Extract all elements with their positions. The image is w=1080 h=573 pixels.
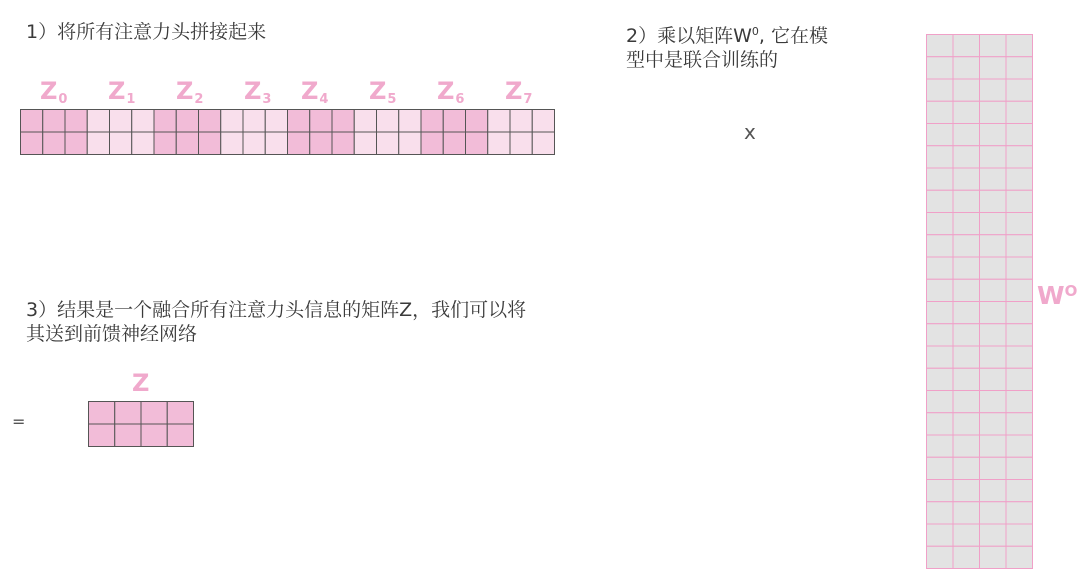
weight-cell [927, 546, 954, 568]
weight-cell [980, 257, 1007, 279]
weight-cell [1006, 213, 1033, 235]
concat-cell [21, 110, 43, 133]
weight-cell [953, 368, 980, 390]
weight-cell [953, 79, 980, 101]
weight-cell [980, 435, 1007, 457]
head-sub: 7 [523, 92, 533, 107]
weight-cell [927, 524, 954, 546]
concat-cell [332, 132, 354, 155]
weight-cell [1006, 346, 1033, 368]
concat-cell [532, 132, 554, 155]
equals-sign: = [12, 412, 26, 431]
weight-cell [953, 457, 980, 479]
weight-cell [927, 35, 954, 57]
weight-cell [953, 524, 980, 546]
weight-cell [927, 480, 954, 502]
concat-cell [243, 110, 265, 133]
weight-cell [1006, 279, 1033, 301]
concat-cell [43, 132, 65, 155]
weight-cell [953, 435, 980, 457]
weight-cell [980, 457, 1007, 479]
concat-cell [132, 132, 154, 155]
weight-cell [1006, 413, 1033, 435]
concat-cell [288, 132, 310, 155]
concat-cell [399, 132, 421, 155]
weight-cell [927, 302, 954, 324]
weight-cell [953, 57, 980, 79]
concat-cell [199, 132, 221, 155]
concat-cell [176, 110, 198, 133]
head-sub: 1 [126, 92, 136, 107]
weight-cell [1006, 368, 1033, 390]
concat-cell [488, 132, 510, 155]
weight-cell [953, 391, 980, 413]
weight-cell [980, 57, 1007, 79]
weight-cell [927, 502, 954, 524]
weight-cell [927, 257, 954, 279]
weight-cell [1006, 324, 1033, 346]
weight-cell [927, 235, 954, 257]
head-sub: 5 [387, 92, 397, 107]
head-sub: 0 [58, 92, 68, 107]
weight-cell [953, 257, 980, 279]
head-letter: Z [437, 77, 455, 105]
concat-cell [466, 110, 488, 133]
head-letter: Z [369, 77, 387, 105]
weight-cell [927, 279, 954, 301]
weight-cell [953, 146, 980, 168]
weight-cell [953, 324, 980, 346]
head-letter: Z [244, 77, 262, 105]
weight-cell [980, 279, 1007, 301]
step2-line1-a: 2）乘以矩阵W [626, 25, 752, 47]
weight-cell [927, 168, 954, 190]
weight-cell [953, 235, 980, 257]
weight-cell [1006, 101, 1033, 123]
concat-cell [154, 110, 176, 133]
result-matrix-label: Z [132, 369, 150, 397]
weight-cell [980, 190, 1007, 212]
concat-cell [265, 110, 287, 133]
weight-cell [953, 302, 980, 324]
weight-cell [1006, 190, 1033, 212]
concat-cell [466, 132, 488, 155]
concat-cell [377, 132, 399, 155]
weight-cell [927, 124, 954, 146]
weight-cell [980, 235, 1007, 257]
head-letter: Z [176, 77, 194, 105]
weight-cell [980, 480, 1007, 502]
weight-cell [953, 124, 980, 146]
weight-cell [1006, 257, 1033, 279]
weight-cell [980, 124, 1007, 146]
head-letter: Z [301, 77, 319, 105]
weight-cell [927, 57, 954, 79]
step3-line1: 3）结果是一个融合所有注意力头信息的矩阵Z，我们可以将 [26, 299, 527, 321]
weight-cell [953, 502, 980, 524]
concat-cell [421, 110, 443, 133]
weight-cell [953, 35, 980, 57]
concat-cell [87, 132, 109, 155]
weight-cell [953, 101, 980, 123]
weight-cell [1006, 457, 1033, 479]
concat-cell [132, 110, 154, 133]
concat-cell [221, 110, 243, 133]
weight-cell [927, 79, 954, 101]
weight-cell [980, 391, 1007, 413]
concat-cell [310, 110, 332, 133]
weight-cell [927, 346, 954, 368]
concat-cell [510, 132, 532, 155]
weight-cell [1006, 235, 1033, 257]
result-cell [89, 424, 115, 447]
concat-cell [265, 132, 287, 155]
weight-cell [1006, 546, 1033, 568]
result-cell [115, 424, 141, 447]
weight-cell [1006, 146, 1033, 168]
concat-cell [443, 132, 465, 155]
weight-cell [953, 168, 980, 190]
concat-cell [399, 110, 421, 133]
weight-sup: O [1064, 282, 1078, 300]
concat-cell [110, 110, 132, 133]
concat-cell [154, 132, 176, 155]
weight-cell [980, 346, 1007, 368]
weight-cell [927, 413, 954, 435]
weight-cell [980, 35, 1007, 57]
weight-cell [927, 324, 954, 346]
concat-cell [288, 110, 310, 133]
result-cell [167, 402, 193, 425]
weight-cell [980, 168, 1007, 190]
weight-cell [980, 146, 1007, 168]
weight-cell [953, 213, 980, 235]
step2-line2: 型中是联合训练的 [626, 49, 779, 71]
concat-cell [354, 132, 376, 155]
concat-cell [532, 110, 554, 133]
weight-cell [953, 413, 980, 435]
head-sub: 6 [455, 92, 465, 107]
concat-cell [43, 110, 65, 133]
concat-cell [243, 132, 265, 155]
head-sub: 3 [262, 92, 272, 107]
head-sub: 2 [194, 92, 204, 107]
result-z-matrix [89, 402, 194, 447]
weight-cell [953, 279, 980, 301]
result-cell [167, 424, 193, 447]
weight-cell [1006, 79, 1033, 101]
concat-cell [488, 110, 510, 133]
concat-cell [332, 110, 354, 133]
weight-cell [927, 146, 954, 168]
weight-cell [1006, 124, 1033, 146]
result-cell [115, 402, 141, 425]
concat-cell [221, 132, 243, 155]
concat-cell [354, 110, 376, 133]
weight-cell [980, 302, 1007, 324]
weight-cell [953, 346, 980, 368]
concat-cell [65, 132, 87, 155]
concat-cell [110, 132, 132, 155]
weight-cell [1006, 480, 1033, 502]
concat-cell [443, 110, 465, 133]
weight-cell [1006, 435, 1033, 457]
weight-cell [927, 190, 954, 212]
weight-wo-matrix [927, 35, 1033, 569]
weight-cell [1006, 35, 1033, 57]
head-letter: Z [108, 77, 126, 105]
weight-letter: W [1037, 281, 1065, 310]
result-cell [141, 402, 167, 425]
concat-cell [87, 110, 109, 133]
weight-cell [980, 101, 1007, 123]
concat-cell [21, 132, 43, 155]
multiply-sign: x [744, 120, 756, 144]
weight-cell [980, 324, 1007, 346]
head-letter: Z [505, 77, 523, 105]
weight-cell [1006, 57, 1033, 79]
weight-cell [927, 213, 954, 235]
weight-cell [1006, 302, 1033, 324]
weight-cell [953, 480, 980, 502]
head-sub: 4 [319, 92, 329, 107]
concatenated-heads-matrix [21, 110, 555, 155]
weight-cell [1006, 391, 1033, 413]
step3-line2: 其送到前馈神经网络 [26, 323, 198, 345]
concat-cell [176, 132, 198, 155]
concat-cell [199, 110, 221, 133]
weight-cell [980, 413, 1007, 435]
weight-cell [927, 368, 954, 390]
weight-cell [980, 368, 1007, 390]
weight-cell [927, 101, 954, 123]
weight-cell [1006, 502, 1033, 524]
weight-cell [980, 213, 1007, 235]
concat-cell [310, 132, 332, 155]
step1-label: 1）将所有注意力头拼接起来 [26, 21, 267, 43]
weight-cell [953, 190, 980, 212]
concat-cell [65, 110, 87, 133]
weight-cell [980, 79, 1007, 101]
weight-cell [1006, 524, 1033, 546]
weight-cell [980, 502, 1007, 524]
weight-cell [980, 524, 1007, 546]
result-cell [89, 402, 115, 425]
step2-line1-sup: 0 [751, 25, 759, 38]
concat-cell [377, 110, 399, 133]
head-letter: Z [40, 77, 58, 105]
concat-cell [510, 110, 532, 133]
weight-cell [927, 457, 954, 479]
result-cell [141, 424, 167, 447]
weight-cell [927, 391, 954, 413]
concat-cell [421, 132, 443, 155]
weight-cell [1006, 168, 1033, 190]
weight-cell [980, 546, 1007, 568]
step2-line1-b: , 它在模 [758, 25, 828, 47]
weight-cell [953, 546, 980, 568]
weight-cell [927, 435, 954, 457]
